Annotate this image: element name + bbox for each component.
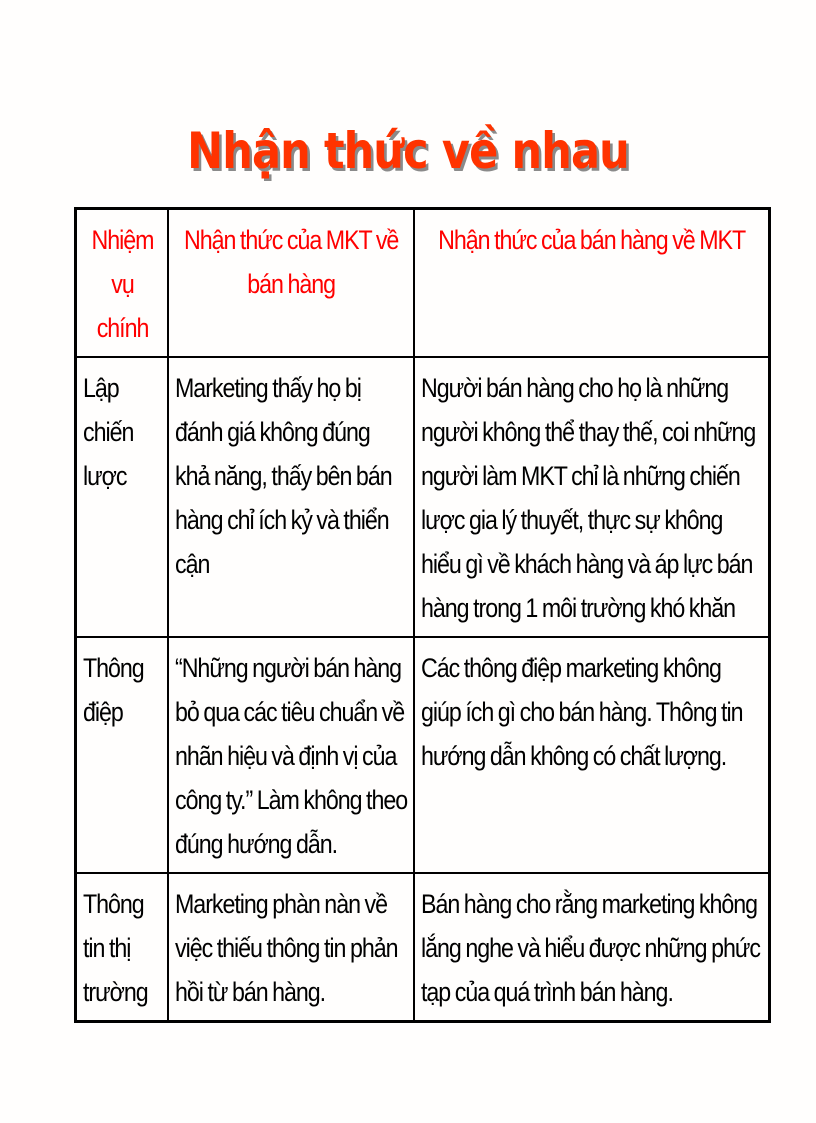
table-cell-mkt — [168, 637, 414, 873]
table-header-row — [76, 209, 770, 358]
task-message: Thông điệp — [83, 653, 144, 727]
header-mkt-view-label: Nhận thức của MKT về bán hàng — [183, 225, 399, 299]
perception-table — [74, 207, 771, 1023]
header-main-task — [76, 209, 168, 358]
table-cell-mkt — [168, 357, 414, 637]
sales-view-market-info: Bán hàng cho rằng marketing không lắng nghe và hiểu được những phức tạp của quá trình bán hàng. — [420, 889, 760, 1007]
table-row — [76, 637, 770, 873]
table-cell-task — [76, 357, 168, 637]
task-strategy: Lập chiến lược — [83, 373, 134, 491]
header-mkt-view — [168, 209, 414, 358]
sales-view-message: Các thông điệp marketing không giúp ích gì cho bán hàng. Thông tin hướng dẫn không có chất lượng. — [420, 653, 742, 771]
table-cell-sales — [414, 637, 770, 873]
mkt-view-market-info: Marketing phàn nàn về việc thiếu thông tin phản hồi từ bán hàng. — [174, 889, 397, 1007]
page-title: Nhận thức về nhau — [187, 122, 629, 180]
table-row — [76, 873, 770, 1022]
mkt-view-strategy: Marketing thấy họ bị đánh giá không đúng khả năng, thấy bên bán hàng chỉ ích kỷ và thiển cận — [174, 373, 392, 579]
table-cell-sales — [414, 873, 770, 1022]
header-sales-view-label: Nhận thức của bán hàng về MKT — [438, 225, 746, 255]
sales-view-strategy: Người bán hàng cho họ là những người không thể thay thế, coi những người làm MKT chỉ là những chiến lược gia lý thuyết, thực sự không hiểu gì về khách hàng và áp lực bán hàng trong 1 môi trường khó khăn — [420, 373, 755, 623]
table-cell-task — [76, 873, 168, 1022]
table-cell-mkt — [168, 873, 414, 1022]
header-sales-view — [414, 209, 770, 358]
table-cell-sales — [414, 357, 770, 637]
task-market-info: Thông tin thị trường — [83, 889, 148, 1007]
table-row — [76, 357, 770, 637]
header-main-task-label: Nhiệm vụ chính — [91, 225, 154, 343]
mkt-view-message: “Những người bán hàng bỏ qua các tiêu chuẩn về nhãn hiệu và định vị của công ty.” Làm không theo đúng hướng dẫn. — [174, 653, 407, 859]
table-cell-task — [76, 637, 168, 873]
